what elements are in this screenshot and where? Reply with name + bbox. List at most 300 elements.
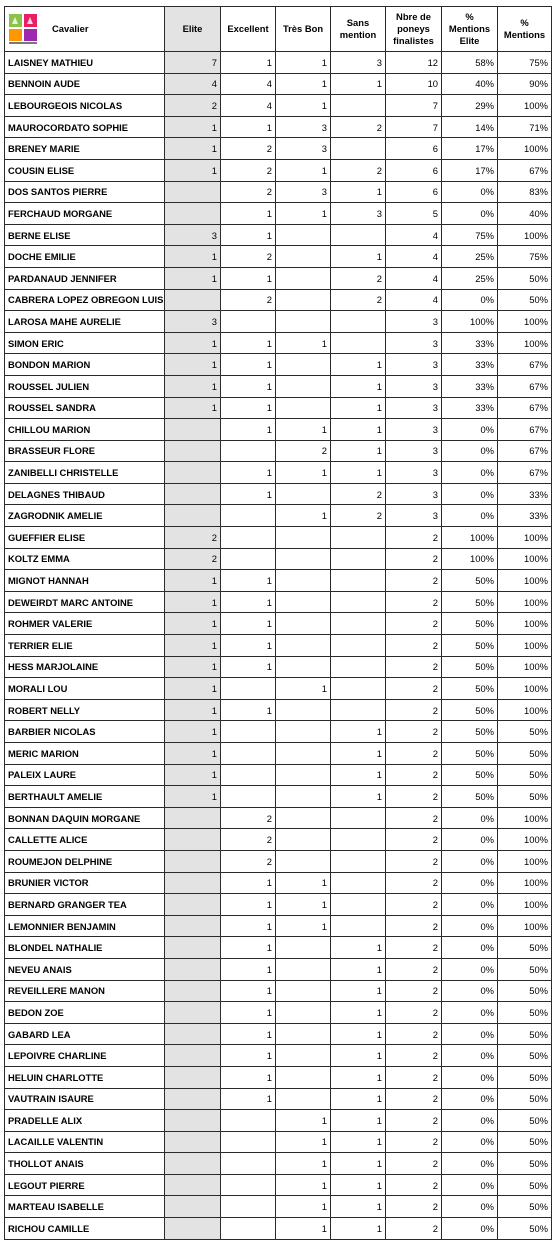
pct-mentions-elite: 50% (442, 678, 498, 700)
tres-bon-count (276, 980, 331, 1002)
tres-bon-count (276, 570, 331, 592)
rider-name: GUEFFIER ELISE (5, 527, 165, 549)
pct-mentions-elite: 100% (442, 548, 498, 570)
pct-mentions: 100% (498, 635, 552, 657)
nbre-poneys: 4 (386, 289, 442, 311)
sans-mention-count (331, 591, 386, 613)
tres-bon-count: 1 (276, 678, 331, 700)
excellent-count: 1 (221, 937, 276, 959)
nbre-poneys: 4 (386, 267, 442, 289)
tres-bon-count: 1 (276, 203, 331, 225)
table-row (5, 958, 552, 980)
excellent-count: 1 (221, 397, 276, 419)
table-row (5, 354, 552, 376)
rider-name: PALEIX LAURE (5, 764, 165, 786)
nbre-poneys: 2 (386, 1066, 442, 1088)
sans-mention-count (331, 332, 386, 354)
nbre-poneys: 6 (386, 159, 442, 181)
table-row (5, 915, 552, 937)
pct-mentions-elite: 0% (442, 1023, 498, 1045)
elite-count (165, 505, 221, 527)
nbre-poneys: 3 (386, 354, 442, 376)
table-row (5, 1196, 552, 1218)
excellent-count: 1 (221, 1066, 276, 1088)
sans-mention-count (331, 850, 386, 872)
excellent-count: 1 (221, 894, 276, 916)
tres-bon-count: 1 (276, 1110, 331, 1132)
excellent-count: 1 (221, 419, 276, 441)
nbre-poneys: 2 (386, 656, 442, 678)
pct-mentions: 100% (498, 656, 552, 678)
table-row (5, 203, 552, 225)
pct-mentions: 90% (498, 73, 552, 95)
elite-count: 1 (165, 764, 221, 786)
rider-name: THOLLOT ANAIS (5, 1153, 165, 1175)
pct-mentions: 50% (498, 743, 552, 765)
rider-name: RICHOU CAMILLE (5, 1218, 165, 1240)
rider-name: MIGNOT HANNAH (5, 570, 165, 592)
excellent-count (221, 1153, 276, 1175)
tres-bon-count (276, 721, 331, 743)
rider-name: MAUROCORDATO SOPHIE (5, 116, 165, 138)
elite-count: 7 (165, 52, 221, 74)
nbre-poneys: 2 (386, 980, 442, 1002)
elite-count: 2 (165, 95, 221, 117)
nbre-poneys: 3 (386, 311, 442, 333)
rider-name: HELUIN CHARLOTTE (5, 1066, 165, 1088)
table-row (5, 850, 552, 872)
nbre-poneys: 7 (386, 95, 442, 117)
nbre-poneys: 2 (386, 937, 442, 959)
tres-bon-count (276, 850, 331, 872)
table-row (5, 807, 552, 829)
table-row (5, 937, 552, 959)
elite-count: 3 (165, 311, 221, 333)
excellent-count: 4 (221, 73, 276, 95)
excellent-count: 2 (221, 807, 276, 829)
excellent-count: 1 (221, 1002, 276, 1024)
sans-mention-count: 1 (331, 462, 386, 484)
table-row (5, 613, 552, 635)
rider-name: LACAILLE VALENTIN (5, 1131, 165, 1153)
rider-name: BENNOIN AUDE (5, 73, 165, 95)
table-row (5, 52, 552, 74)
sans-mention-count (331, 678, 386, 700)
excellent-count: 1 (221, 483, 276, 505)
pct-mentions-elite: 33% (442, 397, 498, 419)
pct-mentions-elite: 50% (442, 721, 498, 743)
pct-mentions: 50% (498, 980, 552, 1002)
nbre-poneys: 4 (386, 246, 442, 268)
excellent-count: 1 (221, 1023, 276, 1045)
table-row (5, 1045, 552, 1067)
tres-bon-count: 1 (276, 505, 331, 527)
elite-count: 1 (165, 699, 221, 721)
sans-mention-count (331, 829, 386, 851)
poney-logo-icon (8, 13, 38, 45)
header-excellent: Excellent (221, 7, 276, 52)
elite-count (165, 1153, 221, 1175)
sans-mention-count (331, 915, 386, 937)
pct-mentions-elite: 50% (442, 699, 498, 721)
header-sans-mention: Sans mention (331, 7, 386, 52)
table-row (5, 1218, 552, 1240)
excellent-count (221, 527, 276, 549)
tres-bon-count: 1 (276, 894, 331, 916)
sans-mention-count: 2 (331, 505, 386, 527)
rider-name: ZANIBELLI CHRISTELLE (5, 462, 165, 484)
excellent-count: 2 (221, 289, 276, 311)
pct-mentions-elite: 0% (442, 937, 498, 959)
tres-bon-count: 1 (276, 872, 331, 894)
pct-mentions-elite: 0% (442, 1088, 498, 1110)
tres-bon-count: 1 (276, 419, 331, 441)
elite-count: 1 (165, 159, 221, 181)
pct-mentions: 67% (498, 354, 552, 376)
elite-count: 1 (165, 591, 221, 613)
rider-name: LEPOIVRE CHARLINE (5, 1045, 165, 1067)
rider-name: ROHMER VALERIE (5, 613, 165, 635)
elite-count (165, 419, 221, 441)
sans-mention-count (331, 699, 386, 721)
tres-bon-count (276, 289, 331, 311)
nbre-poneys: 6 (386, 181, 442, 203)
elite-count: 1 (165, 786, 221, 808)
excellent-count (221, 721, 276, 743)
nbre-poneys: 2 (386, 635, 442, 657)
pct-mentions: 50% (498, 1196, 552, 1218)
pct-mentions: 50% (498, 1110, 552, 1132)
nbre-poneys: 2 (386, 591, 442, 613)
rider-name: GABARD LEA (5, 1023, 165, 1045)
elite-count: 1 (165, 656, 221, 678)
pct-mentions-elite: 50% (442, 591, 498, 613)
pct-mentions-elite: 0% (442, 829, 498, 851)
table-row (5, 181, 552, 203)
pct-mentions-elite: 100% (442, 311, 498, 333)
table-row (5, 73, 552, 95)
elite-count (165, 1174, 221, 1196)
rider-name: ROUMEJON DELPHINE (5, 850, 165, 872)
table-row (5, 375, 552, 397)
nbre-poneys: 2 (386, 699, 442, 721)
tres-bon-count (276, 527, 331, 549)
pct-mentions: 50% (498, 1131, 552, 1153)
sans-mention-count: 1 (331, 1088, 386, 1110)
excellent-count: 1 (221, 354, 276, 376)
nbre-poneys: 3 (386, 483, 442, 505)
tres-bon-count (276, 786, 331, 808)
table-row (5, 483, 552, 505)
rider-name: BRASSEUR FLORE (5, 440, 165, 462)
sans-mention-count: 1 (331, 764, 386, 786)
pct-mentions-elite: 33% (442, 375, 498, 397)
excellent-count (221, 548, 276, 570)
tres-bon-count (276, 937, 331, 959)
tres-bon-count (276, 1066, 331, 1088)
pct-mentions-elite: 17% (442, 159, 498, 181)
pct-mentions-elite: 0% (442, 980, 498, 1002)
rider-name: PARDANAUD JENNIFER (5, 267, 165, 289)
rider-name: HESS MARJOLAINE (5, 656, 165, 678)
header-cavalier-label: Cavalier (52, 23, 89, 34)
nbre-poneys: 2 (386, 1131, 442, 1153)
excellent-count: 1 (221, 980, 276, 1002)
nbre-poneys: 2 (386, 1196, 442, 1218)
nbre-poneys: 2 (386, 764, 442, 786)
elite-count: 1 (165, 246, 221, 268)
excellent-count (221, 786, 276, 808)
table-row (5, 246, 552, 268)
rider-name: MERIC MARION (5, 743, 165, 765)
elite-count (165, 807, 221, 829)
sans-mention-count: 1 (331, 1045, 386, 1067)
rider-name: ZAGRODNIK AMELIE (5, 505, 165, 527)
table-row (5, 505, 552, 527)
sans-mention-count (331, 570, 386, 592)
nbre-poneys: 2 (386, 786, 442, 808)
pct-mentions-elite: 75% (442, 224, 498, 246)
table-row (5, 159, 552, 181)
nbre-poneys: 3 (386, 419, 442, 441)
elite-count (165, 1218, 221, 1240)
elite-count (165, 1131, 221, 1153)
nbre-poneys: 2 (386, 1174, 442, 1196)
pct-mentions-elite: 50% (442, 786, 498, 808)
excellent-count: 1 (221, 958, 276, 980)
pct-mentions-elite: 40% (442, 73, 498, 95)
sans-mention-count: 1 (331, 1002, 386, 1024)
pct-mentions-elite: 50% (442, 613, 498, 635)
nbre-poneys: 3 (386, 375, 442, 397)
excellent-count: 1 (221, 570, 276, 592)
nbre-poneys: 2 (386, 850, 442, 872)
pct-mentions-elite: 0% (442, 462, 498, 484)
rider-name: BONNAN DAQUIN MORGANE (5, 807, 165, 829)
rider-name: LEMONNIER BENJAMIN (5, 915, 165, 937)
nbre-poneys: 2 (386, 548, 442, 570)
tres-bon-count: 1 (276, 1174, 331, 1196)
sans-mention-count: 1 (331, 181, 386, 203)
header-pct-mentions-elite: % Mentions Elite (442, 7, 498, 52)
rider-name: COUSIN ELISE (5, 159, 165, 181)
rider-name: LAISNEY MATHIEU (5, 52, 165, 74)
tres-bon-count (276, 1023, 331, 1045)
table-row (5, 462, 552, 484)
nbre-poneys: 2 (386, 1153, 442, 1175)
sans-mention-count: 1 (331, 1110, 386, 1132)
rider-name: VAUTRAIN ISAURE (5, 1088, 165, 1110)
tres-bon-count: 1 (276, 1196, 331, 1218)
excellent-count: 1 (221, 203, 276, 225)
pct-mentions: 50% (498, 1066, 552, 1088)
excellent-count: 1 (221, 224, 276, 246)
excellent-count (221, 1174, 276, 1196)
excellent-count: 2 (221, 181, 276, 203)
pct-mentions: 83% (498, 181, 552, 203)
excellent-count: 1 (221, 462, 276, 484)
tres-bon-count: 1 (276, 332, 331, 354)
sans-mention-count (331, 95, 386, 117)
nbre-poneys: 2 (386, 1088, 442, 1110)
sans-mention-count: 1 (331, 397, 386, 419)
pct-mentions: 100% (498, 311, 552, 333)
table-row (5, 440, 552, 462)
pct-mentions: 50% (498, 1002, 552, 1024)
pct-mentions: 40% (498, 203, 552, 225)
pct-mentions: 100% (498, 850, 552, 872)
table-row (5, 548, 552, 570)
sans-mention-count: 1 (331, 1196, 386, 1218)
tres-bon-count (276, 764, 331, 786)
table-row (5, 289, 552, 311)
elite-count: 1 (165, 397, 221, 419)
table-row (5, 786, 552, 808)
pct-mentions: 50% (498, 786, 552, 808)
excellent-count: 1 (221, 375, 276, 397)
table-row (5, 419, 552, 441)
rider-name: BARBIER NICOLAS (5, 721, 165, 743)
sans-mention-count: 1 (331, 440, 386, 462)
pct-mentions: 100% (498, 138, 552, 160)
table-row (5, 1153, 552, 1175)
elite-count: 1 (165, 332, 221, 354)
pct-mentions: 100% (498, 678, 552, 700)
tres-bon-count (276, 267, 331, 289)
elite-count (165, 181, 221, 203)
sans-mention-count: 1 (331, 1153, 386, 1175)
pct-mentions: 100% (498, 548, 552, 570)
pct-mentions-elite: 50% (442, 656, 498, 678)
pct-mentions-elite: 0% (442, 1218, 498, 1240)
pct-mentions-elite: 0% (442, 1066, 498, 1088)
pct-mentions-elite: 0% (442, 419, 498, 441)
pct-mentions: 100% (498, 894, 552, 916)
header-pct-mentions: % Mentions (498, 7, 552, 52)
excellent-count (221, 1110, 276, 1132)
sans-mention-count (331, 548, 386, 570)
tres-bon-count (276, 958, 331, 980)
elite-count (165, 937, 221, 959)
tres-bon-count (276, 743, 331, 765)
table-row (5, 699, 552, 721)
rider-name: BRENEY MARIE (5, 138, 165, 160)
elite-count (165, 915, 221, 937)
table-row (5, 1174, 552, 1196)
table-row (5, 829, 552, 851)
rider-name: SIMON ERIC (5, 332, 165, 354)
rider-name: DOS SANTOS PIERRE (5, 181, 165, 203)
pct-mentions-elite: 50% (442, 764, 498, 786)
sans-mention-count (331, 807, 386, 829)
table-row (5, 332, 552, 354)
excellent-count: 1 (221, 591, 276, 613)
tres-bon-count (276, 613, 331, 635)
table-row (5, 656, 552, 678)
results-table (4, 6, 552, 1240)
pct-mentions-elite: 0% (442, 1045, 498, 1067)
pct-mentions: 50% (498, 1218, 552, 1240)
elite-count: 1 (165, 743, 221, 765)
rider-name: BRUNIER VICTOR (5, 872, 165, 894)
tres-bon-count (276, 1088, 331, 1110)
rider-name: LEBOURGEOIS NICOLAS (5, 95, 165, 117)
pct-mentions-elite: 0% (442, 915, 498, 937)
excellent-count (221, 764, 276, 786)
header-row (5, 7, 552, 52)
table-row (5, 635, 552, 657)
pct-mentions: 50% (498, 1045, 552, 1067)
table-row (5, 1023, 552, 1045)
tres-bon-count: 1 (276, 159, 331, 181)
nbre-poneys: 2 (386, 1218, 442, 1240)
rider-name: BONDON MARION (5, 354, 165, 376)
pct-mentions: 50% (498, 937, 552, 959)
pct-mentions: 50% (498, 721, 552, 743)
sans-mention-count: 3 (331, 203, 386, 225)
tres-bon-count (276, 354, 331, 376)
excellent-count (221, 743, 276, 765)
pct-mentions-elite: 100% (442, 527, 498, 549)
elite-count: 1 (165, 721, 221, 743)
table-row (5, 1088, 552, 1110)
elite-count (165, 894, 221, 916)
pct-mentions: 100% (498, 95, 552, 117)
tres-bon-count: 3 (276, 138, 331, 160)
sans-mention-count: 1 (331, 958, 386, 980)
pct-mentions: 75% (498, 52, 552, 74)
elite-count (165, 1045, 221, 1067)
table-row (5, 1110, 552, 1132)
rider-name: TERRIER ELIE (5, 635, 165, 657)
elite-count: 1 (165, 267, 221, 289)
rider-name: REVEILLERE MANON (5, 980, 165, 1002)
excellent-count: 1 (221, 872, 276, 894)
tres-bon-count (276, 375, 331, 397)
sans-mention-count: 2 (331, 116, 386, 138)
table-row (5, 1002, 552, 1024)
pct-mentions-elite: 33% (442, 332, 498, 354)
table-row (5, 721, 552, 743)
pct-mentions: 50% (498, 764, 552, 786)
pct-mentions-elite: 29% (442, 95, 498, 117)
table-row (5, 1131, 552, 1153)
tres-bon-count: 1 (276, 915, 331, 937)
pct-mentions: 75% (498, 246, 552, 268)
tres-bon-count: 1 (276, 1153, 331, 1175)
pct-mentions: 100% (498, 332, 552, 354)
pct-mentions: 100% (498, 613, 552, 635)
elite-count: 1 (165, 354, 221, 376)
excellent-count: 1 (221, 332, 276, 354)
elite-count (165, 1088, 221, 1110)
excellent-count (221, 1196, 276, 1218)
excellent-count: 4 (221, 95, 276, 117)
elite-count (165, 1023, 221, 1045)
rider-name: MORALI LOU (5, 678, 165, 700)
pct-mentions: 100% (498, 570, 552, 592)
excellent-count: 1 (221, 267, 276, 289)
pct-mentions-elite: 0% (442, 1131, 498, 1153)
nbre-poneys: 2 (386, 721, 442, 743)
tres-bon-count (276, 699, 331, 721)
excellent-count: 1 (221, 656, 276, 678)
rider-name: KOLTZ EMMA (5, 548, 165, 570)
sans-mention-count: 1 (331, 786, 386, 808)
nbre-poneys: 2 (386, 958, 442, 980)
tres-bon-count (276, 635, 331, 657)
table-row (5, 267, 552, 289)
